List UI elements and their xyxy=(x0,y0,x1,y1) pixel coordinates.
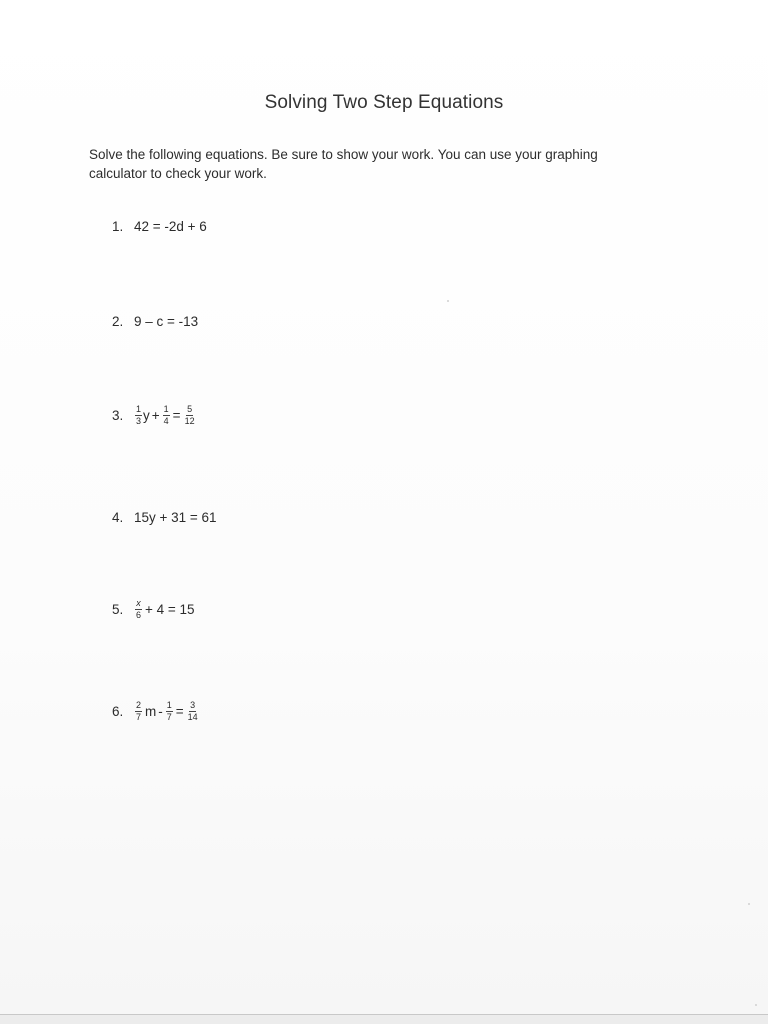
page-title: Solving Two Step Equations xyxy=(264,92,504,113)
equation: 15y + 31 = 61 xyxy=(134,510,217,525)
problem-number: 5. xyxy=(112,602,124,617)
problem-5 xyxy=(112,599,195,620)
scan-speck xyxy=(748,903,750,905)
scan-speck xyxy=(447,300,449,302)
variable: m xyxy=(145,704,157,719)
variable: y xyxy=(143,408,150,423)
equation-rest: + 4 = 15 xyxy=(145,602,195,617)
problem-number: 1. xyxy=(112,219,124,234)
fraction-3: $\frac{5}{12}$ xyxy=(184,404,195,426)
problem-3 xyxy=(112,405,197,426)
problem-6 xyxy=(112,701,200,722)
fraction-2: $\frac{1}{7}$ xyxy=(166,700,172,722)
equals-sign: = xyxy=(172,408,181,423)
problem-1 xyxy=(112,219,207,234)
fraction-2: $\frac{1}{4}$ xyxy=(163,404,169,426)
fraction-1: $\frac{2}{7}$ xyxy=(136,700,142,722)
fraction-1: $\frac{x}{6}$ xyxy=(136,598,142,620)
operator: - xyxy=(158,704,163,719)
problem-number: 3. xyxy=(112,408,124,423)
problem-number: 2. xyxy=(112,314,124,329)
equation: 42 = -2d + 6 xyxy=(134,219,207,234)
equals-sign: = xyxy=(175,704,184,719)
instructions-line-1: Solve the following equations. Be sure to show your work. You can use your graphing xyxy=(89,147,598,162)
fraction-1: $\frac{1}{3}$ xyxy=(136,404,142,426)
equation: 9 – c = -13 xyxy=(134,314,199,329)
fraction-3: $\frac{3}{14}$ xyxy=(187,700,198,722)
scanner-bed-shadow xyxy=(0,1015,768,1024)
problem-2 xyxy=(112,314,198,329)
problem-number: 4. xyxy=(112,510,124,525)
scan-speck xyxy=(755,1004,757,1006)
instructions xyxy=(89,145,649,183)
instructions-line-2: calculator to check your work. xyxy=(89,166,267,181)
operator: + xyxy=(151,408,160,423)
problem-number: 6. xyxy=(112,704,124,719)
problem-4 xyxy=(112,510,217,525)
